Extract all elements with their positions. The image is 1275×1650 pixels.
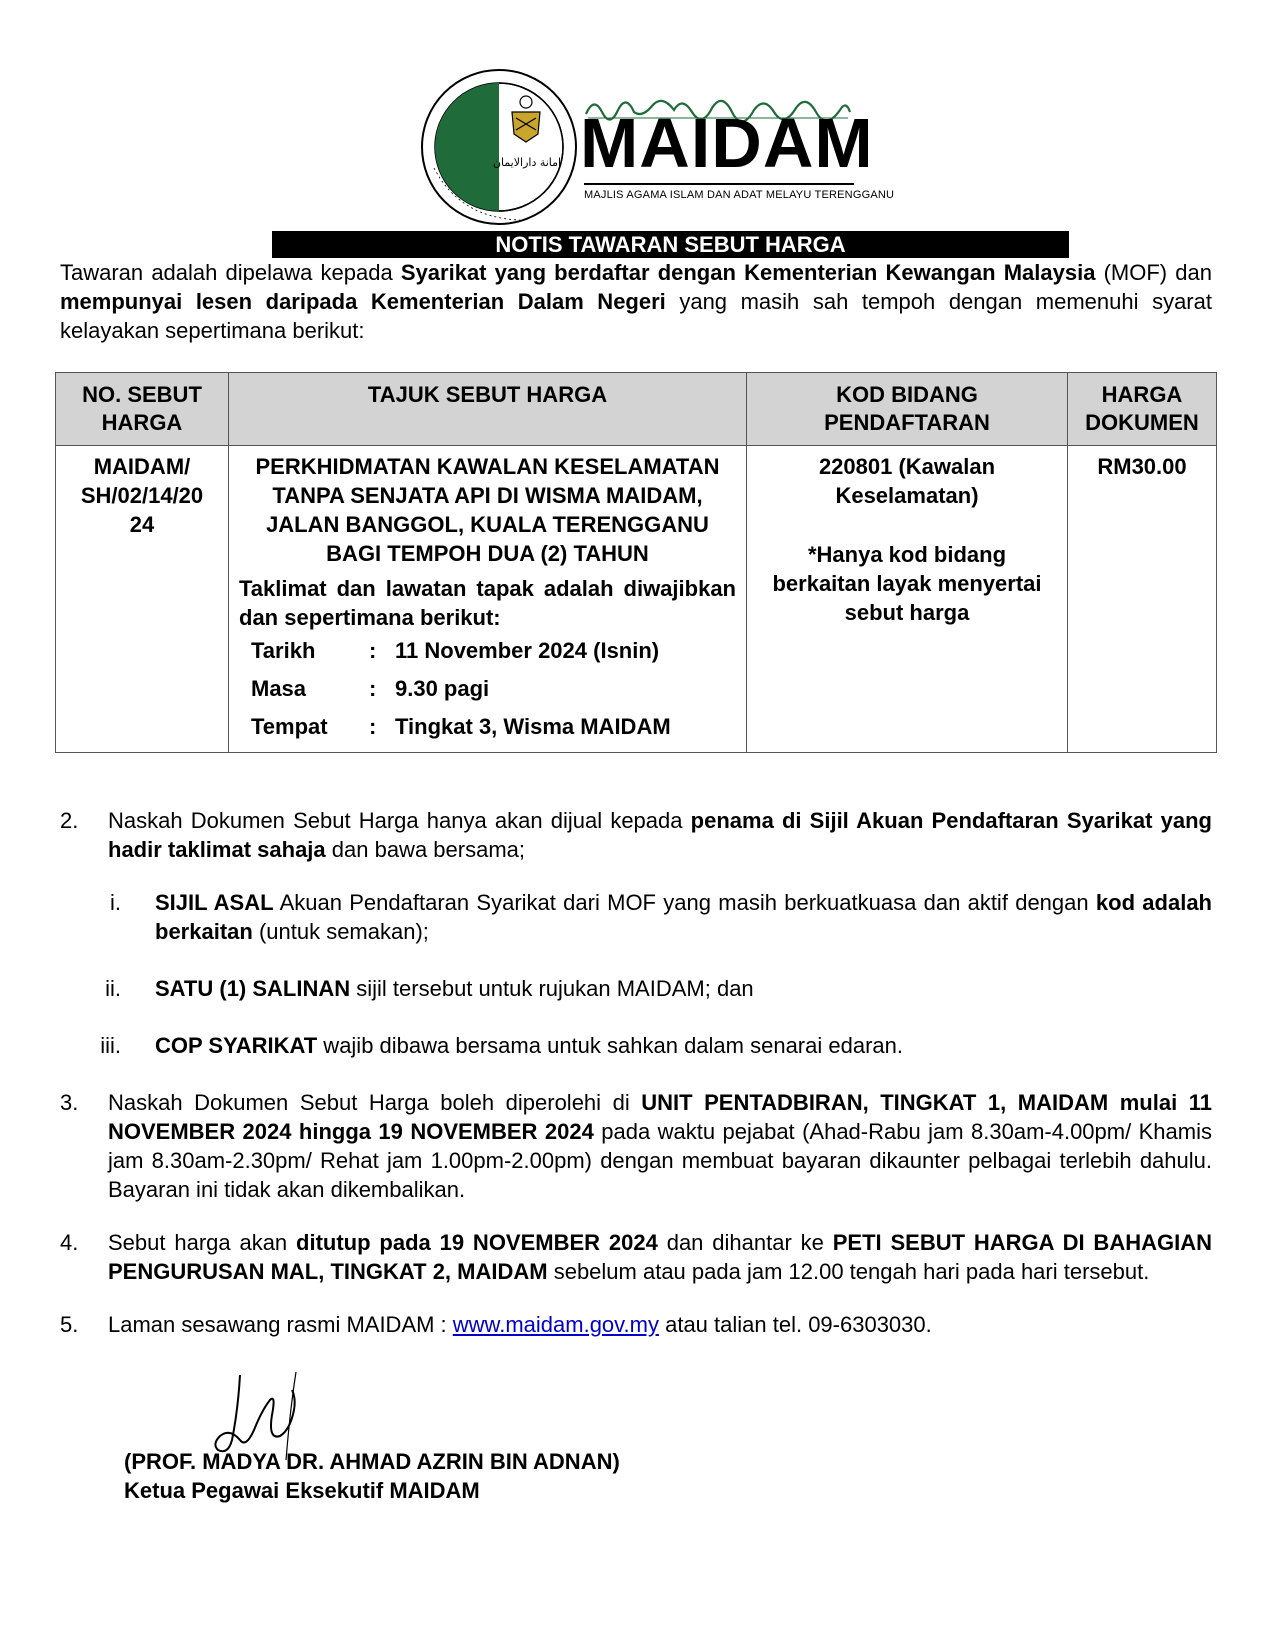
header-harga-dokumen: HARGA DOKUMEN: [1068, 373, 1217, 446]
detail-tarikh: [239, 632, 736, 670]
item-number: 5.: [60, 1312, 79, 1337]
sub-item-number: iii.: [100, 1033, 121, 1058]
quotation-ref: MAIDAM/ SH/02/14/20 24: [56, 446, 229, 753]
item-text: [108, 1310, 1212, 1339]
intro-paragraph: [60, 258, 1212, 345]
detail-masa: [239, 670, 736, 708]
detail-colon: :: [369, 638, 377, 663]
item-text: [108, 1088, 1212, 1204]
item-bold-part: penama di Sijil Akuan Pendaftaran Syarikat yang hadir taklimat sahaja: [108, 808, 1212, 862]
item-text: [108, 806, 1212, 864]
item-text-part: Sebut harga akan: [108, 1230, 297, 1255]
sub-item-part: (untuk semakan);: [252, 919, 429, 944]
detail-label: Tempat: [251, 714, 328, 739]
sub-item-bold: SIJIL ASAL: [155, 890, 274, 915]
detail-value: 11 November 2024 (Isnin): [395, 638, 660, 663]
sub-item-part: Akuan Pendaftaran Syarikat dari MOF yang masih berkuatkuasa dan aktif dengan: [273, 890, 1096, 915]
sub-item-number: i.: [110, 890, 121, 915]
intro-text-1: Tawaran adalah dipelawa kepada: [60, 260, 401, 285]
sub-item-part: wajib dibawa bersama untuk sahkan dalam senarai edaran.: [317, 1033, 903, 1058]
quotation-title: PERKHIDMATAN KAWALAN KESELAMATAN TANPA SENJATA API DI WISMA MAIDAM, JALAN BANGGOL, KUALA TERENGGANU BAGI TEMPOH DUA (2) TAHUN: [255, 454, 720, 566]
item-text-part: sebelum atau pada jam 12.00 tengah hari pada hari tersebut.: [547, 1259, 1150, 1284]
header-tajuk-sebut-harga: TAJUK SEBUT HARGA: [229, 373, 747, 446]
table-row: [56, 446, 1217, 753]
intro-text-3: yang masih sah tempoh dengan memenuhi syarat kelayakan sepertimana berikut:: [60, 289, 1212, 343]
sub-item-bold: SATU (1) SALINAN: [155, 976, 351, 1001]
item-text: [108, 1228, 1212, 1286]
sub-item-number: ii.: [105, 976, 121, 1001]
item-text-part: Naskah Dokumen Sebut Harga hanya akan dijual kepada: [108, 808, 691, 833]
list-item: [60, 1310, 1212, 1339]
document-price: RM30.00: [1068, 446, 1217, 753]
brand-logo-text: MAIDAM: [580, 104, 874, 182]
signer-title: Ketua Pegawai Eksekutif MAIDAM: [124, 1478, 480, 1503]
sub-item-bold: COP SYARIKAT: [155, 1033, 318, 1058]
item-text-part: Laman sesawang rasmi MAIDAM :: [108, 1312, 453, 1337]
sub-list-item: [60, 974, 1212, 1003]
registration-code-note: *Hanya kod bidang berkaitan layak menyertai sebut harga: [772, 542, 1042, 625]
registration-code-cell: [747, 446, 1068, 753]
sub-item-text: [155, 1031, 1212, 1060]
detail-colon: :: [369, 676, 377, 701]
item-number: 4.: [60, 1230, 79, 1255]
detail-colon: :: [369, 714, 377, 739]
item-text-part: atau talian tel. 09-6303030.: [658, 1312, 932, 1337]
intro-bold-2: mempunyai lesen daripada Kementerian Dalam Negeri: [60, 289, 666, 314]
sub-list-item: [60, 888, 1212, 946]
registration-code: 220801 (Kawalan Keselamatan): [818, 454, 996, 508]
item-bold-part: ditutup pada 19 NOVEMBER 2024: [296, 1230, 658, 1255]
item-bold-part: PETI SEBUT HARGA DI BAHAGIAN PENGURUSAN MAL, TINGKAT 2, MAIDAM: [108, 1230, 1212, 1284]
brand-rule: [584, 183, 854, 185]
emblem-motto: امانة دارالايمان: [492, 156, 562, 169]
header-kod-bidang: KOD BIDANG PENDAFTARAN: [747, 373, 1068, 446]
item-text-part: dan bawa bersama;: [325, 837, 525, 862]
table-header-row: [56, 373, 1217, 446]
sub-list-item: [60, 1031, 1212, 1060]
item-text-part: dan dihantar ke: [657, 1230, 833, 1255]
item-text-part: pada waktu pejabat (Ahad-Rabu jam 8.30am-4.00pm/ Khamis jam 8.30am-2.30pm/ Rehat jam 1.00pm-2.00pm) dengan membuat bayaran dikaunter pelbagai terlebih dahulu. Bayaran ini tidak akan dikembalikan.: [108, 1119, 1212, 1202]
signer-name: (PROF. MADYA DR. AHMAD AZRIN BIN ADNAN): [124, 1449, 620, 1474]
item-number: 3.: [60, 1090, 79, 1115]
quotation-table: [55, 372, 1217, 753]
sub-item-text: [155, 974, 1212, 1003]
item-number: 2.: [60, 808, 79, 833]
detail-value: 9.30 pagi: [395, 676, 490, 701]
detail-tempat: [239, 708, 736, 746]
intro-bold-1: Syarikat yang berdaftar dengan Kementerian Kewangan Malaysia: [400, 260, 1096, 285]
list-item: [60, 1088, 1212, 1204]
sub-item-text: [155, 888, 1212, 946]
item-text-part: Naskah Dokumen Sebut Harga boleh diperolehi di: [108, 1090, 642, 1115]
item-bold-part: UNIT PENTADBIRAN, TINGKAT 1, MAIDAM mulai 11 NOVEMBER 2024 hingga 19 NOVEMBER 2024: [108, 1090, 1212, 1144]
header-no-sebut-harga: NO. SEBUT HARGA: [56, 373, 229, 446]
list-item: [60, 806, 1212, 864]
signer-block: [124, 1447, 620, 1505]
detail-label: Tarikh: [251, 638, 316, 663]
sub-item-bold: kod adalah berkaitan: [155, 890, 1212, 944]
brand-subtitle: MAJLIS AGAMA ISLAM DAN ADAT MELAYU TERENGGANU: [584, 189, 895, 201]
intro-text-2: (MOF) dan: [1095, 260, 1212, 285]
briefing-text: Taklimat dan lawatan tapak adalah diwajibkan dan sepertimana berikut:: [239, 576, 736, 630]
notice-title-bar: NOTIS TAWARAN SEBUT HARGA: [272, 231, 1069, 258]
maidam-emblem: [420, 68, 578, 226]
sub-item-part: sijil tersebut untuk rujukan MAIDAM; dan: [350, 976, 754, 1001]
list-item: [60, 1228, 1212, 1286]
quotation-title-cell: [229, 446, 747, 753]
conditions-list: [60, 806, 1212, 1363]
detail-label: Masa: [251, 676, 307, 701]
website-link[interactable]: www.maidam.gov.my: [452, 1312, 659, 1337]
detail-value: Tingkat 3, Wisma MAIDAM: [395, 714, 671, 739]
